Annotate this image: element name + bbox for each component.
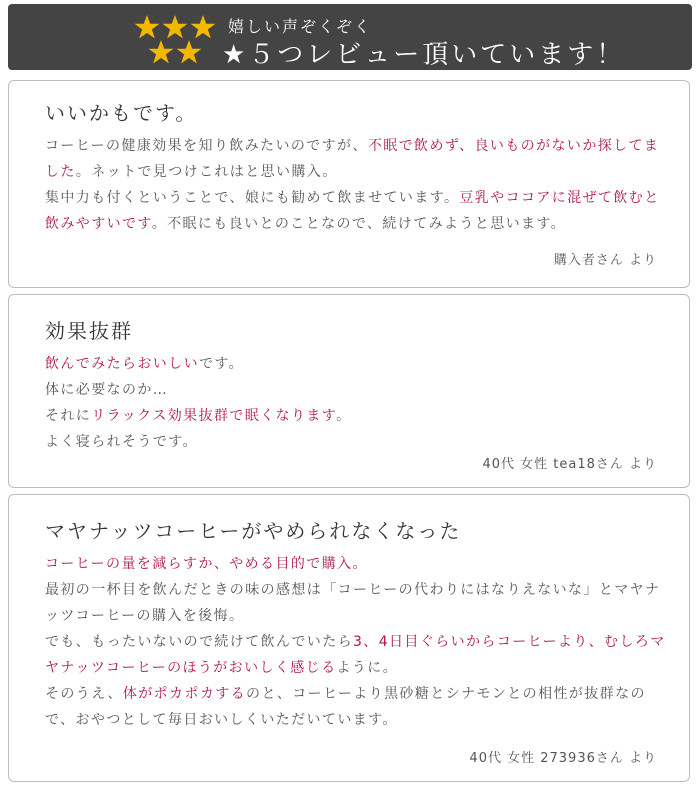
- review-paragraph: [45, 629, 673, 681]
- highlighted-text: 豆乳やココアに混ぜて飲むと飲みやすいです: [45, 190, 660, 232]
- highlighted-text: リラックス効果抜群で眠くなります: [91, 408, 337, 424]
- review-text: 。ネットで見つけこれはと思い購入。: [75, 164, 338, 180]
- review-paragraph: [45, 403, 673, 429]
- review-text: そのうえ、: [45, 686, 123, 702]
- review-text: でも、もったいないので続けて飲んでいたら: [45, 634, 353, 650]
- review-text: それに: [45, 408, 92, 424]
- review-text: のと、コーヒーより黒砂糖とシナモンとの相性が抜群なので、おやつとして毎日おいしくいただいています。: [45, 686, 646, 728]
- review-paragraph: [45, 351, 673, 377]
- review-paragraph: [45, 133, 673, 185]
- review-paragraph: [45, 185, 673, 237]
- review-text: 体に必要なのか…: [45, 382, 169, 398]
- banner-headline: ★５つレビュー頂いています！: [222, 40, 626, 70]
- review-body: [45, 133, 673, 237]
- review-text: 最初の一杯目を飲んだときの味の感想は「コーヒーの代わりにはなりえないな」とマヤナッツコーヒーの購入を後悔。: [45, 582, 661, 624]
- review-paragraph: [45, 681, 673, 733]
- review-text: 。: [336, 408, 352, 424]
- review-title: 効果抜群: [45, 319, 133, 343]
- star-icon: [162, 14, 188, 40]
- star-icon: [176, 39, 202, 65]
- highlighted-text: コーヒーの量を減らすか、やめる目的で購入。: [45, 556, 368, 572]
- review-paragraph: [45, 551, 673, 577]
- review-body: [45, 351, 673, 455]
- review-card-2: [8, 294, 690, 488]
- star-rating-graphic: [134, 12, 218, 66]
- highlighted-text: 飲んでみたらおいしい: [45, 356, 199, 372]
- review-title: いいかもです。: [45, 101, 198, 125]
- review-author: 40代 女性 tea18さん より: [482, 457, 657, 472]
- review-paragraph: [45, 377, 673, 403]
- review-body: [45, 551, 673, 733]
- highlighted-text: 3、4日目ぐらいからコーヒーより、むしろマヤナッツコーヒーのほうがおいしく感じる: [45, 634, 666, 676]
- banner-subtitle: 嬉しい声ぞくぞく: [228, 17, 373, 36]
- review-text: コーヒーの健康効果を知り飲みたいのですが、: [45, 138, 368, 154]
- star-icon: [190, 14, 216, 40]
- review-paragraph: [45, 577, 673, 629]
- review-author: 購入者さん より: [553, 253, 657, 268]
- review-paragraph: [45, 429, 673, 455]
- review-text: ように。: [336, 660, 399, 676]
- highlighted-text: 体がポカポカする: [122, 686, 247, 702]
- review-text: です。: [199, 356, 245, 372]
- review-card-3: [8, 494, 690, 782]
- review-banner: [8, 4, 692, 70]
- review-title: マヤナッツコーヒーがやめられなくなった: [45, 519, 462, 543]
- highlighted-text: 不眠で飲めず、良いものがないか探してました: [45, 138, 660, 180]
- star-icon: [148, 39, 174, 65]
- star-icon: [134, 14, 160, 40]
- review-card-1: [8, 80, 690, 288]
- review-text: 。不眠にも良いとのことなので、続けてみようと思います。: [151, 216, 567, 232]
- review-author: 40代 女性 273936さん より: [469, 751, 657, 766]
- review-text: 集中力も付くということで、娘にも勧めて飲ませています。: [45, 190, 460, 206]
- review-text: よく寝られそうです。: [45, 434, 198, 450]
